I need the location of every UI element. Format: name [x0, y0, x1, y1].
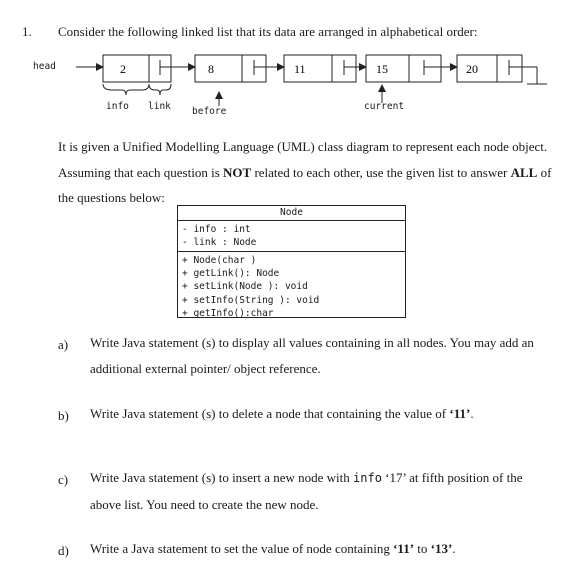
node-1	[103, 55, 195, 82]
link-brace	[149, 84, 171, 95]
question-intro: Consider the following linked list that its data are arranged in alphabetical order:	[58, 24, 478, 39]
uml-operations	[178, 252, 405, 320]
uml-attributes	[178, 221, 405, 252]
uml-operation: + setInfo(String ): void	[182, 294, 320, 306]
question-b-letter: b)	[58, 408, 69, 423]
uml-class-name: Node	[178, 206, 405, 221]
node-5	[457, 55, 547, 84]
node-3	[284, 55, 366, 82]
node-4-value: 15	[376, 62, 388, 76]
uml-operation: + Node(char )	[182, 255, 257, 266]
uml-operation: + setLink(Node ): void	[182, 281, 308, 293]
question-a-letter: a)	[58, 337, 69, 352]
node-3-value: 11	[294, 62, 306, 76]
node-5-value: 20	[466, 62, 478, 76]
info-label: info	[106, 101, 129, 112]
all-emphasis: ALL	[510, 164, 538, 180]
linked-list-diagram	[0, 0, 583, 125]
question-b-text: Write Java statement (s) to delete a node that containing the value of ‘11’.	[90, 406, 474, 421]
question-d-letter: d)	[58, 543, 69, 558]
node-2	[195, 55, 284, 82]
uml-attribute: - link : Node	[182, 237, 257, 248]
before-label: before	[192, 106, 227, 117]
question-c-letter: c)	[58, 472, 69, 487]
question-d-text: Write a Java statement to set the value of node containing ‘11’ to ‘13’.	[90, 541, 456, 556]
instructions-paragraph: It is given a Unified Modelling Language (UML) class diagram to represent each node object. Assuming that each question is NOT related to each other, use the given list to answer ALL of the questions below:	[58, 139, 552, 205]
current-label: current	[364, 101, 405, 112]
not-emphasis: NOT	[223, 164, 252, 180]
node-1-value: 2	[120, 62, 126, 76]
uml-operation: + getInfo():char	[182, 307, 274, 319]
question-c-text: Write Java statement (s) to insert a new node with info ‘17’ at fifth position of the above list. You need to create the new node.	[90, 470, 523, 512]
node-2-value: 8	[208, 62, 214, 76]
uml-class-diagram	[177, 205, 406, 318]
info-brace	[103, 84, 149, 95]
uml-operation: + getLink(): Node	[182, 268, 280, 280]
link-label: link	[148, 101, 171, 112]
question-number: 1.	[22, 24, 32, 39]
head-label: head	[33, 61, 56, 72]
node-4	[366, 55, 457, 82]
question-a-text: Write Java statement (s) to display all values containing in all nodes. You may add an additional external pointer/ object reference.	[90, 335, 534, 376]
uml-attribute: - info : int	[182, 224, 251, 235]
